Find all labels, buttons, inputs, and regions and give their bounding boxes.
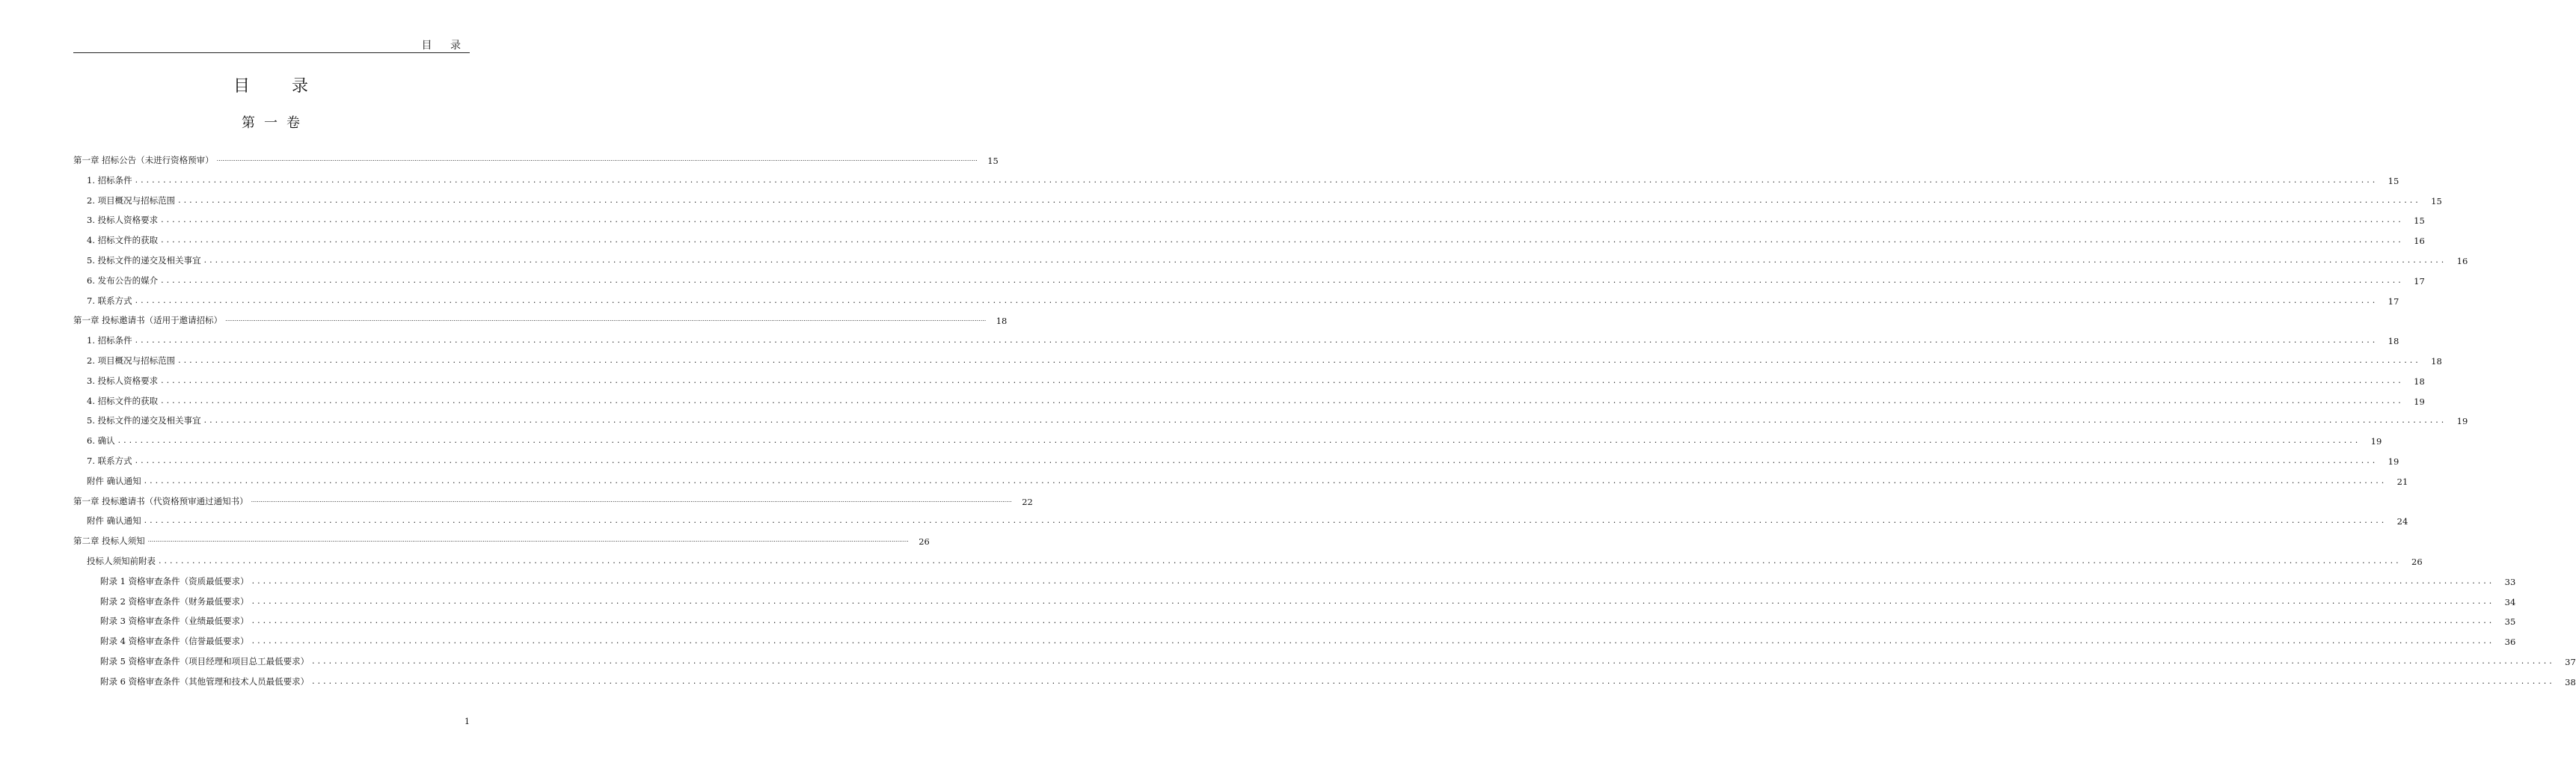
toc-entry-label: 4. 招标文件的获取 [87,235,159,246]
toc-entry-page: 16 [2456,256,2468,266]
toc-entry-page: 19 [2456,416,2468,427]
running-header: 目 录 [421,40,468,52]
toc-entry-label: 附录 4 资格审查条件（信誉最低要求） [100,636,249,647]
toc-leader-dots: ................................................................................................................................................................................................................................................................................................................................................................................................................ [178,194,2421,205]
toc-leader-dots: ................................................................................................................................................................................................................................................................................................................................................................................................................ [251,575,2495,586]
toc-entry[interactable] [87,352,2442,367]
toc-leader-dots: ................................................................................................................................................................................................................................................................................................................................................................................................................ [251,636,2495,646]
toc-entry-page: 18 [996,316,1008,327]
toc-entry-label: 2. 项目概况与招标范围 [87,194,176,206]
toc-entry[interactable] [87,331,2399,347]
toc-entry-label: 1. 招标条件 [87,174,132,186]
toc-entry[interactable] [87,171,2399,186]
toc-entry-label: 第一章 招标公告（未进行资格预审） [73,155,214,165]
toc-entry-label: 附录 1 资格审查条件（资质最低要求） [100,575,249,586]
toc-entry-page: 18 [2414,376,2425,387]
toc-entry-page: 38 [2565,676,2576,687]
toc-entry-label: 附录 2 资格审查条件（财务最低要求） [100,595,249,607]
toc-entry-page: 15 [2388,175,2399,186]
toc-entry-label: 6. 确认 [87,435,115,447]
toc-leader-dots: ................................................................................................................................................................................................................................................................................................................................................................................................................ [225,316,987,323]
toc-leader-dots: ................................................................................................................................................................................................................................................................................................................................................................................................................ [144,475,2388,485]
toc-entry-page: 37 [2565,657,2576,667]
toc-entry-page: 26 [2411,557,2423,567]
toc-entry-page: 26 [919,536,930,548]
toc-entry[interactable] [87,411,2468,427]
toc-entry-label: 附录 5 资格审查条件（项目经理和项目总工最低要求） [100,656,310,667]
toc-entry[interactable] [100,632,2516,648]
toc-entry[interactable] [87,372,2425,387]
toc-leader-dots: ................................................................................................................................................................................................................................................................................................................................................................................................................ [135,456,2379,465]
toc-entry-label: 7. 联系方式 [87,295,132,306]
toc-leader-dots: ................................................................................................................................................................................................................................................................................................................................................................................................................ [251,595,2495,606]
toc-entry[interactable] [87,452,2399,467]
toc-entry-label: 附录 3 资格审查条件（业绩最低要求） [100,616,249,627]
toc-entry[interactable] [100,612,2516,628]
toc-entry[interactable] [87,552,2423,567]
toc-entry-page: 18 [2431,356,2442,367]
toc-leader-dots: ................................................................................................................................................................................................................................................................................................................................................................................................................ [117,435,2361,446]
toc-entry[interactable] [87,272,2425,287]
toc-leader-dots: ................................................................................................................................................................................................................................................................................................................................................................................................................ [161,215,2404,225]
toc-entry-label: 2. 项目概况与招标范围 [87,355,176,366]
toc-leader-dots: ................................................................................................................................................................................................................................................................................................................................................................................................................ [216,156,978,162]
volume-title: 第一卷 [242,115,309,131]
toc-entry-page: 17 [2414,275,2425,287]
toc-entry-label: 附件 确认通知 [87,475,141,486]
toc-entry[interactable] [73,151,999,166]
toc-leader-dots: ................................................................................................................................................................................................................................................................................................................................................................................................................ [203,415,2447,426]
page-title: 目录 [233,77,350,96]
toc-entry-label: 3. 投标人资格要求 [87,215,159,226]
toc-entry[interactable] [87,472,2408,487]
toc-leader-dots: ................................................................................................................................................................................................................................................................................................................................................................................................................ [161,375,2404,385]
toc-entry[interactable] [87,292,2399,307]
toc-entry[interactable] [87,251,2468,266]
toc-entry[interactable] [100,572,2516,587]
toc-leader-dots: ................................................................................................................................................................................................................................................................................................................................................................................................................ [135,295,2379,305]
toc-entry-page: 15 [987,156,999,166]
toc-entry-label: 第一章 投标邀请书（代资格预审通过通知书） [73,495,248,506]
toc-entry-label: 6. 发布公告的媒介 [87,275,159,286]
toc-entry-page: 15 [2414,215,2425,227]
toc-entry-page: 19 [2414,396,2425,407]
toc-leader-dots: ................................................................................................................................................................................................................................................................................................................................................................................................................ [147,536,909,544]
toc-leader-dots: ................................................................................................................................................................................................................................................................................................................................................................................................................ [203,255,2447,265]
toc-entry-page: 24 [2396,516,2408,527]
toc-leader-dots: ................................................................................................................................................................................................................................................................................................................................................................................................................ [251,616,2495,626]
toc-entry-page: 34 [2504,596,2516,607]
toc-entry[interactable] [73,492,1033,507]
toc-entry-page: 36 [2504,637,2516,648]
toc-entry-label: 投标人须知前附表 [87,556,156,566]
toc-entry[interactable] [87,231,2425,247]
toc-leader-dots: ................................................................................................................................................................................................................................................................................................................................................................................................................ [312,675,2555,686]
toc-entry-page: 19 [2388,456,2399,467]
toc-entry-label: 附件 确认通知 [87,515,141,527]
toc-leader-dots: ................................................................................................................................................................................................................................................................................................................................................................................................................ [144,515,2388,526]
toc-entry[interactable] [73,311,1008,327]
toc-entry[interactable] [87,512,2408,527]
toc-entry[interactable] [87,392,2425,407]
toc-entry-page: 16 [2414,236,2425,247]
toc-leader-dots: ................................................................................................................................................................................................................................................................................................................................................................................................................ [135,174,2379,185]
toc-entry[interactable] [73,532,930,548]
toc-entry-label: 第一章 投标邀请书（适用于邀请招标） [73,315,223,326]
toc-entry-page: 22 [1022,496,1033,507]
page-number: 1 [464,717,470,726]
toc-leader-dots: ................................................................................................................................................................................................................................................................................................................................................................................................................ [161,275,2404,285]
toc-entry[interactable] [100,672,2576,687]
toc-entry-page: 15 [2431,195,2442,206]
toc-entry-page: 21 [2396,476,2408,487]
toc-entry-label: 4. 招标文件的获取 [87,395,159,406]
toc-leader-dots: ................................................................................................................................................................................................................................................................................................................................................................................................................ [161,235,2404,245]
toc-entry-label: 附录 6 资格审查条件（其他管理和技术人员最低要求） [100,675,310,687]
toc-entry-page: 19 [2370,436,2382,447]
toc-entry[interactable] [87,432,2382,447]
toc-leader-dots: ................................................................................................................................................................................................................................................................................................................................................................................................................ [159,556,2402,566]
toc-leader-dots: ................................................................................................................................................................................................................................................................................................................................................................................................................ [161,395,2404,405]
header-rule [73,52,470,53]
toc-entry[interactable] [87,211,2425,227]
toc-entry-page: 18 [2388,336,2399,347]
toc-entry-label: 5. 投标文件的递交及相关事宜 [87,255,201,266]
toc-leader-dots: ................................................................................................................................................................................................................................................................................................................................................................................................................ [251,496,1012,503]
toc-entry[interactable] [100,592,2516,607]
toc-entry[interactable] [100,652,2576,667]
toc-entry-label: 7. 联系方式 [87,456,132,466]
toc-entry-label: 5. 投标文件的递交及相关事宜 [87,415,201,426]
toc-entry-page: 35 [2504,616,2516,628]
toc-entry-label: 1. 招标条件 [87,335,132,346]
toc-entry-label: 3. 投标人资格要求 [87,375,159,386]
toc-entry-page: 33 [2504,576,2516,587]
toc-entry-label: 第二章 投标人须知 [73,536,145,547]
toc-entry-page: 17 [2388,295,2399,307]
toc-leader-dots: ................................................................................................................................................................................................................................................................................................................................................................................................................ [178,355,2421,365]
toc-leader-dots: ................................................................................................................................................................................................................................................................................................................................................................................................................ [135,335,2379,346]
toc-entry[interactable] [87,192,2442,206]
toc-leader-dots: ................................................................................................................................................................................................................................................................................................................................................................................................................ [312,656,2555,666]
